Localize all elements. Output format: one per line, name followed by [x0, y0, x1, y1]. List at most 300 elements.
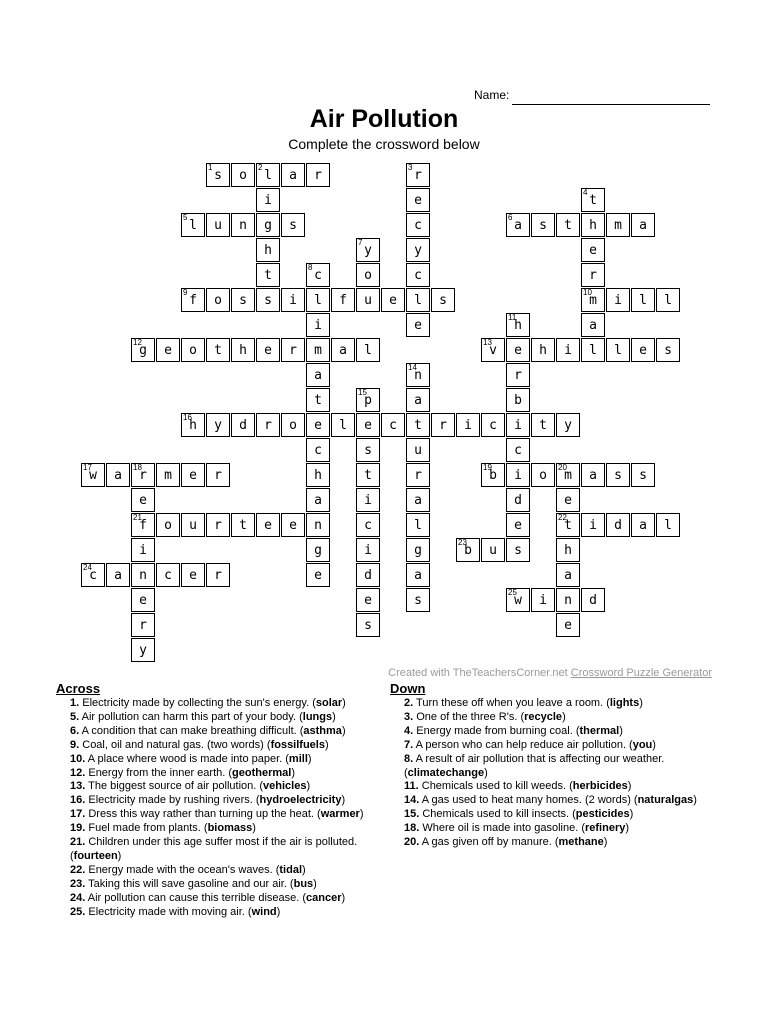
- cell-letter: r: [139, 618, 147, 633]
- cell-letter: t: [414, 418, 422, 433]
- grid-cell[interactable]: [631, 213, 655, 237]
- grid-cell[interactable]: [256, 188, 280, 212]
- grid-cell[interactable]: [306, 438, 330, 462]
- grid-cell[interactable]: [181, 513, 205, 537]
- grid-cell[interactable]: [406, 513, 430, 537]
- grid-cell[interactable]: [431, 288, 455, 312]
- crossword-generator-link[interactable]: Crossword Puzzle Generator: [570, 667, 712, 679]
- cell-letter: r: [289, 343, 297, 358]
- grid-cell[interactable]: [531, 588, 555, 612]
- grid-cell[interactable]: [131, 488, 155, 512]
- clue-text: Dress this way rather than turning up the heat. (: [85, 808, 321, 821]
- cell-letter: e: [564, 493, 572, 508]
- grid-cell[interactable]: [506, 463, 530, 487]
- cell-letter: o: [214, 293, 222, 308]
- grid-cell[interactable]: [131, 638, 155, 662]
- grid-cell[interactable]: [181, 338, 205, 362]
- clue-text: A result of air pollution that is affecting our weather. (: [404, 752, 665, 779]
- cell-letter: o: [539, 468, 547, 483]
- grid-cell[interactable]: [581, 238, 605, 262]
- grid-cell[interactable]: [356, 488, 380, 512]
- cell-letter: b: [489, 468, 497, 483]
- grid-cell[interactable]: [581, 263, 605, 287]
- cell-letter: d: [239, 418, 247, 433]
- grid-cell[interactable]: [581, 463, 605, 487]
- credit-line: [388, 667, 712, 679]
- grid-cell[interactable]: [356, 413, 380, 437]
- clue-item: [56, 878, 378, 892]
- cell-letter: e: [514, 343, 522, 358]
- cell-letter: h: [189, 418, 197, 433]
- cell-letter: o: [164, 518, 172, 533]
- clue-number: 16: [183, 413, 192, 422]
- cell-letter: i: [364, 493, 372, 508]
- grid-cell[interactable]: [531, 413, 555, 437]
- cell-letter: l: [189, 218, 197, 233]
- grid-cell[interactable]: [356, 438, 380, 462]
- cell-letter: e: [564, 618, 572, 633]
- grid-cell[interactable]: [531, 338, 555, 362]
- grid-cell[interactable]: [256, 413, 280, 437]
- grid-cell[interactable]: [556, 588, 580, 612]
- cell-letter: c: [389, 418, 397, 433]
- cell-letter: w: [514, 593, 522, 608]
- grid-cell[interactable]: [356, 338, 380, 362]
- cell-letter: d: [364, 568, 372, 583]
- cell-letter: s: [364, 443, 372, 458]
- grid-cell[interactable]: [406, 438, 430, 462]
- clue-num: 13.: [70, 780, 86, 793]
- grid-cell[interactable]: [206, 213, 230, 237]
- grid-cell[interactable]: [131, 513, 155, 537]
- grid-cell[interactable]: [306, 563, 330, 587]
- across-clues: [56, 681, 378, 920]
- grid-cell[interactable]: [656, 338, 680, 362]
- cell-letter: r: [439, 418, 447, 433]
- clue-answer: pesticides: [575, 808, 630, 821]
- grid-cell[interactable]: [506, 413, 530, 437]
- cell-letter: n: [139, 568, 147, 583]
- grid-cell[interactable]: [256, 288, 280, 312]
- grid-cell[interactable]: [231, 163, 255, 187]
- clue-text: Fuel made from plants. (: [85, 822, 208, 835]
- grid-cell[interactable]: [306, 263, 330, 287]
- grid-cell[interactable]: [256, 213, 280, 237]
- grid-cell[interactable]: [556, 513, 580, 537]
- grid-cell[interactable]: [381, 288, 405, 312]
- grid-cell[interactable]: [556, 463, 580, 487]
- cell-letter: s: [214, 168, 222, 183]
- cell-letter: l: [339, 418, 347, 433]
- clue-text: The biggest source of air pollution. (: [85, 780, 264, 793]
- grid-cell[interactable]: [156, 463, 180, 487]
- clue-answer: asthma: [303, 724, 342, 737]
- grid-cell[interactable]: [231, 288, 255, 312]
- grid-cell[interactable]: [656, 513, 680, 537]
- clue-item: [390, 822, 710, 836]
- grid-cell[interactable]: [506, 588, 530, 612]
- grid-cell[interactable]: [406, 288, 430, 312]
- grid-cell[interactable]: [656, 288, 680, 312]
- clue-answer: lungs: [302, 710, 333, 723]
- grid-cell[interactable]: [406, 163, 430, 187]
- grid-cell[interactable]: [481, 338, 505, 362]
- grid-cell[interactable]: [581, 288, 605, 312]
- cell-letter: y: [414, 243, 422, 258]
- page-subtitle: Complete the crossword below: [288, 136, 480, 152]
- clue-close: ): [359, 808, 364, 821]
- clue-number: 24: [83, 563, 92, 572]
- cell-letter: e: [314, 568, 322, 583]
- cell-letter: a: [514, 218, 522, 233]
- grid-cell[interactable]: [281, 213, 305, 237]
- clue-number: 7: [358, 238, 363, 247]
- cell-letter: h: [589, 218, 597, 233]
- grid-cell[interactable]: [581, 338, 605, 362]
- grid-cell[interactable]: [306, 288, 330, 312]
- cell-letter: i: [514, 468, 522, 483]
- clue-num: 3.: [404, 710, 414, 723]
- cell-letter: r: [214, 468, 222, 483]
- grid-cell[interactable]: [606, 513, 630, 537]
- across-heading: Across: [56, 681, 101, 696]
- down-clue-list: [390, 697, 710, 850]
- grid-cell[interactable]: [531, 213, 555, 237]
- grid-cell[interactable]: [406, 263, 430, 287]
- grid-cell[interactable]: [281, 338, 305, 362]
- grid-cell[interactable]: [406, 238, 430, 262]
- clue-text: Air pollution can harm this part of your body. (: [79, 710, 303, 723]
- clue-text: Taking this will save gasoline and our air. (: [85, 877, 294, 890]
- grid-cell[interactable]: [206, 513, 230, 537]
- cell-letter: u: [489, 543, 497, 558]
- grid-cell[interactable]: [306, 163, 330, 187]
- grid-cell[interactable]: [181, 413, 205, 437]
- grid-cell[interactable]: [181, 563, 205, 587]
- grid-cell[interactable]: [631, 463, 655, 487]
- clue-item: [390, 739, 710, 753]
- clue-number: 11: [508, 313, 517, 322]
- grid-cell[interactable]: [406, 588, 430, 612]
- grid-cell[interactable]: [606, 463, 630, 487]
- clue-number: 13: [483, 338, 492, 347]
- grid-cell[interactable]: [306, 313, 330, 337]
- grid-cell[interactable]: [456, 413, 480, 437]
- grid-cell[interactable]: [256, 263, 280, 287]
- cell-letter: e: [139, 493, 147, 508]
- cell-letter: r: [414, 468, 422, 483]
- clue-close: ): [693, 794, 697, 807]
- grid-cell[interactable]: [356, 513, 380, 537]
- grid-cell[interactable]: [281, 163, 305, 187]
- grid-cell[interactable]: [481, 413, 505, 437]
- grid-cell[interactable]: [406, 363, 430, 387]
- grid-cell[interactable]: [506, 513, 530, 537]
- clue-number: 18: [133, 463, 142, 472]
- cell-letter: r: [214, 518, 222, 533]
- grid-cell[interactable]: [506, 313, 530, 337]
- clue-close: ): [306, 780, 311, 793]
- grid-cell[interactable]: [281, 413, 305, 437]
- grid-cell[interactable]: [206, 163, 230, 187]
- clue-num: 4.: [404, 724, 414, 737]
- cell-letter: l: [414, 293, 422, 308]
- cell-letter: s: [639, 468, 647, 483]
- grid-cell[interactable]: [281, 288, 305, 312]
- grid-cell[interactable]: [356, 463, 380, 487]
- cell-letter: t: [564, 518, 572, 533]
- cell-letter: a: [289, 168, 297, 183]
- cell-letter: c: [314, 443, 322, 458]
- grid-cell[interactable]: [581, 188, 605, 212]
- grid-cell[interactable]: [156, 513, 180, 537]
- cell-letter: d: [614, 518, 622, 533]
- grid-cell[interactable]: [481, 463, 505, 487]
- clue-close: ): [291, 766, 295, 779]
- credit-text: Created with TheTeachersCorner.net: [388, 667, 568, 679]
- grid-cell[interactable]: [381, 413, 405, 437]
- clue-num: 20.: [404, 836, 420, 849]
- cell-letter: y: [564, 418, 572, 433]
- grid-cell[interactable]: [606, 338, 630, 362]
- grid-cell[interactable]: [331, 413, 355, 437]
- cell-letter: e: [264, 518, 272, 533]
- grid-cell[interactable]: [406, 388, 430, 412]
- grid-cell[interactable]: [306, 513, 330, 537]
- cell-letter: a: [114, 468, 122, 483]
- cell-letter: i: [364, 543, 372, 558]
- cell-letter: r: [264, 418, 272, 433]
- grid-cell[interactable]: [581, 213, 605, 237]
- grid-cell[interactable]: [406, 488, 430, 512]
- clue-num: 7.: [404, 738, 414, 751]
- grid-cell[interactable]: [156, 338, 180, 362]
- grid-cell[interactable]: [256, 513, 280, 537]
- cell-letter: e: [414, 318, 422, 333]
- grid-cell[interactable]: [581, 513, 605, 537]
- grid-cell[interactable]: [106, 563, 130, 587]
- grid-cell[interactable]: [256, 338, 280, 362]
- clue-num: 15.: [404, 808, 420, 821]
- clue-text: A place where wood is made into paper. (: [85, 752, 289, 765]
- cell-letter: m: [589, 293, 597, 308]
- grid-cell[interactable]: [306, 488, 330, 512]
- clue-text: Children under this age suffer most if the air is polluted. (: [70, 836, 358, 862]
- grid-cell[interactable]: [456, 538, 480, 562]
- cell-letter: c: [89, 568, 97, 583]
- grid-cell[interactable]: [231, 513, 255, 537]
- grid-cell[interactable]: [556, 413, 580, 437]
- grid-cell[interactable]: [181, 288, 205, 312]
- cell-letter: c: [414, 218, 422, 233]
- clue-answer: biomass: [207, 822, 253, 835]
- clue-answer: bus: [293, 877, 314, 890]
- clue-item: [390, 808, 710, 822]
- grid-cell[interactable]: [106, 463, 130, 487]
- cell-letter: a: [314, 493, 322, 508]
- clue-number: 9: [183, 288, 188, 297]
- cell-letter: n: [414, 368, 422, 383]
- cell-letter: i: [614, 293, 622, 308]
- cell-letter: g: [414, 543, 422, 558]
- grid-cell[interactable]: [306, 363, 330, 387]
- grid-cell[interactable]: [506, 388, 530, 412]
- grid-cell[interactable]: [131, 563, 155, 587]
- grid-cell[interactable]: [356, 288, 380, 312]
- grid-cell[interactable]: [556, 338, 580, 362]
- grid-cell[interactable]: [131, 538, 155, 562]
- grid-cell[interactable]: [506, 438, 530, 462]
- grid-cell[interactable]: [406, 538, 430, 562]
- grid-cell[interactable]: [506, 213, 530, 237]
- grid-cell[interactable]: [306, 388, 330, 412]
- grid-cell[interactable]: [406, 313, 430, 337]
- grid-cell[interactable]: [131, 613, 155, 637]
- clue-num: 14.: [404, 794, 420, 807]
- grid-cell[interactable]: [81, 563, 105, 587]
- grid-cell[interactable]: [131, 338, 155, 362]
- grid-cell[interactable]: [131, 588, 155, 612]
- grid-cell[interactable]: [556, 538, 580, 562]
- clue-item: [56, 836, 378, 864]
- grid-cell[interactable]: [406, 188, 430, 212]
- grid-cell[interactable]: [306, 538, 330, 562]
- grid-cell[interactable]: [406, 463, 430, 487]
- grid-cell[interactable]: [81, 463, 105, 487]
- cell-letter: l: [314, 293, 322, 308]
- clue-item: [390, 725, 710, 739]
- cell-letter: y: [364, 243, 372, 258]
- cell-letter: t: [314, 393, 322, 408]
- grid-cell[interactable]: [231, 338, 255, 362]
- clue-number: 25: [508, 588, 517, 597]
- grid-cell[interactable]: [356, 588, 380, 612]
- grid-cell[interactable]: [331, 288, 355, 312]
- grid-cell[interactable]: [206, 413, 230, 437]
- cell-letter: i: [589, 518, 597, 533]
- clue-item: [56, 697, 378, 711]
- grid-cell[interactable]: [631, 288, 655, 312]
- grid-cell[interactable]: [206, 563, 230, 587]
- clue-text: Turn these off when you leave a room. (: [413, 697, 610, 709]
- clue-close: ): [639, 697, 643, 709]
- clue-text: Electricity made by rushing rivers. (: [85, 794, 260, 807]
- clue-item: [390, 753, 710, 781]
- cell-letter: o: [239, 168, 247, 183]
- grid-cell[interactable]: [631, 338, 655, 362]
- grid-cell[interactable]: [506, 338, 530, 362]
- grid-cell[interactable]: [356, 538, 380, 562]
- grid-cell[interactable]: [156, 563, 180, 587]
- cell-letter: e: [189, 468, 197, 483]
- grid-cell[interactable]: [506, 488, 530, 512]
- grid-cell[interactable]: [606, 288, 630, 312]
- grid-cell[interactable]: [206, 338, 230, 362]
- grid-cell[interactable]: [406, 563, 430, 587]
- clue-item: [56, 711, 378, 725]
- clue-item: [56, 822, 378, 836]
- page-title: Air Pollution: [309, 105, 459, 133]
- cell-letter: a: [564, 568, 572, 583]
- cell-letter: t: [589, 193, 597, 208]
- grid-cell[interactable]: [556, 488, 580, 512]
- grid-cell[interactable]: [481, 538, 505, 562]
- cell-letter: n: [239, 218, 247, 233]
- grid-cell[interactable]: [606, 213, 630, 237]
- clue-number: 6: [508, 213, 513, 222]
- clue-text: Electricity made by collecting the sun's energy. (: [79, 697, 316, 709]
- cell-letter: c: [514, 443, 522, 458]
- grid-cell[interactable]: [356, 563, 380, 587]
- grid-cell[interactable]: [556, 613, 580, 637]
- cell-letter: r: [139, 468, 147, 483]
- grid-cell[interactable]: [231, 213, 255, 237]
- clue-close: ): [603, 836, 608, 849]
- clue-number: 1: [208, 163, 213, 172]
- cell-letter: a: [414, 493, 422, 508]
- grid-cell[interactable]: [231, 413, 255, 437]
- grid-cell[interactable]: [631, 513, 655, 537]
- grid-cell[interactable]: [306, 338, 330, 362]
- grid-cell[interactable]: [356, 238, 380, 262]
- grid-cell[interactable]: [331, 338, 355, 362]
- cell-letter: t: [214, 343, 222, 358]
- cell-letter: f: [189, 293, 197, 308]
- cell-letter: s: [539, 218, 547, 233]
- cell-letter: s: [614, 468, 622, 483]
- grid-cell[interactable]: [206, 288, 230, 312]
- clue-answer: you: [632, 738, 653, 751]
- clue-close: ): [332, 710, 336, 723]
- grid-cell[interactable]: [356, 263, 380, 287]
- grid-cell[interactable]: [581, 313, 605, 337]
- cell-letter: i: [514, 418, 522, 433]
- grid-cell[interactable]: [206, 463, 230, 487]
- clue-num: 11.: [404, 780, 419, 793]
- grid-cell[interactable]: [506, 538, 530, 562]
- clue-answer: warmer: [320, 808, 360, 821]
- cell-letter: t: [564, 218, 572, 233]
- clue-close: ): [341, 724, 346, 737]
- grid-cell[interactable]: [256, 238, 280, 262]
- clue-number: 14: [408, 363, 417, 372]
- cell-letter: m: [314, 343, 322, 358]
- grid-cell[interactable]: [356, 388, 380, 412]
- grid-cell[interactable]: [356, 613, 380, 637]
- grid-cell[interactable]: [406, 213, 430, 237]
- cell-letter: c: [414, 268, 422, 283]
- grid-cell[interactable]: [531, 463, 555, 487]
- grid-cell[interactable]: [306, 413, 330, 437]
- cell-letter: v: [489, 343, 497, 358]
- grid-cell[interactable]: [131, 463, 155, 487]
- grid-cell[interactable]: [306, 463, 330, 487]
- grid-cell[interactable]: [281, 513, 305, 537]
- grid-cell[interactable]: [556, 563, 580, 587]
- grid-cell[interactable]: [181, 213, 205, 237]
- cell-letter: t: [364, 468, 372, 483]
- grid-cell[interactable]: [506, 363, 530, 387]
- grid-cell[interactable]: [181, 463, 205, 487]
- grid-cell[interactable]: [256, 163, 280, 187]
- grid-cell[interactable]: [406, 413, 430, 437]
- grid-cell[interactable]: [431, 413, 455, 437]
- clue-answer: geothermal: [232, 766, 292, 779]
- clue-answer: solar: [315, 697, 343, 709]
- grid-cell[interactable]: [556, 213, 580, 237]
- clue-number: 22: [558, 513, 567, 522]
- grid-cell[interactable]: [581, 588, 605, 612]
